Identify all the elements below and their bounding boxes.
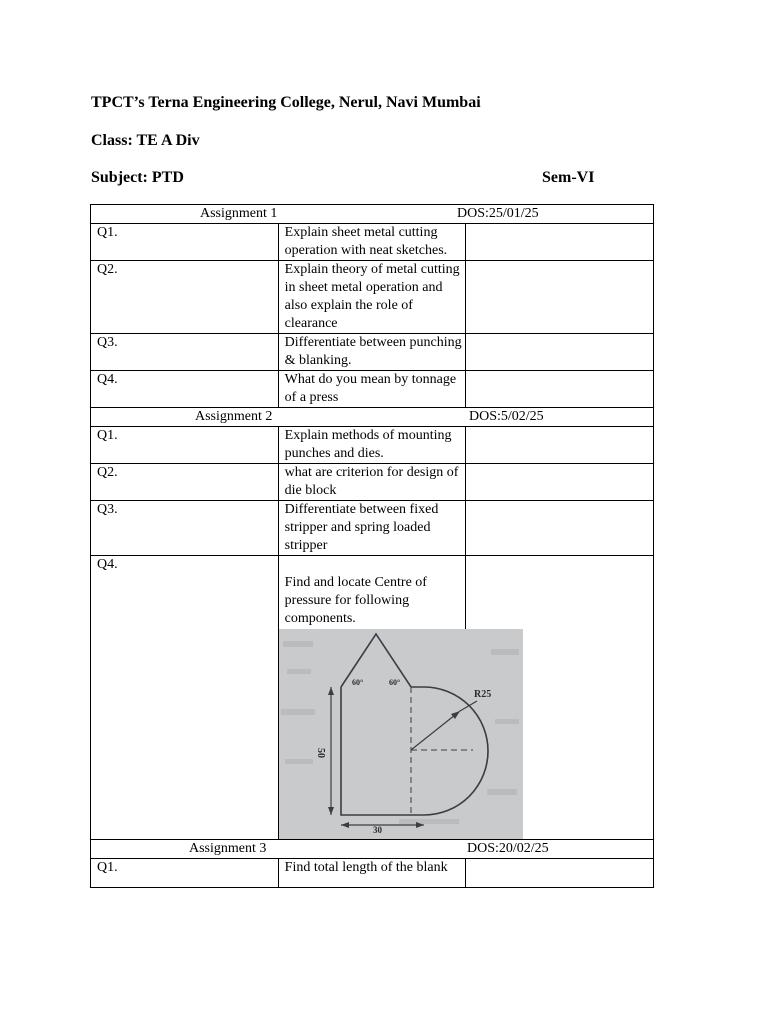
assignment-3-dos: DOS:20/02/25 <box>467 841 549 856</box>
question-text: Differentiate between punching & blanking. <box>278 334 466 371</box>
table-row <box>91 501 654 556</box>
question-number: Q2. <box>91 464 279 501</box>
question-number: Q4. <box>91 371 279 408</box>
blank-cell <box>466 464 654 501</box>
question-text: Find and locate Centre of pressure for following components. <box>284 575 427 626</box>
question-text: Find total length of the blank <box>278 859 466 888</box>
blank-cell <box>466 501 654 556</box>
question-cell <box>278 556 491 840</box>
blank-cell <box>466 427 654 464</box>
question-number: Q3. <box>91 334 279 371</box>
assignment-1-title: Assignment 1 <box>200 206 278 221</box>
assignments-table <box>90 204 654 888</box>
assignment-3-header <box>91 840 654 859</box>
width-dimension-label: 30 <box>372 825 382 835</box>
table-row <box>91 859 654 888</box>
blank-cell <box>466 371 654 408</box>
component-figure <box>279 629 523 839</box>
question-text: What do you mean by tonnage of a press <box>278 371 466 408</box>
table-row <box>91 261 654 334</box>
question-text: Explain methods of mounting punches and dies. <box>278 427 466 464</box>
assignment-2-header <box>91 408 654 427</box>
table-row <box>91 371 654 408</box>
table-row <box>91 556 654 840</box>
question-number: Q1. <box>91 224 279 261</box>
blank-cell <box>466 224 654 261</box>
question-text: Explain sheet metal cutting operation with neat sketches. <box>278 224 466 261</box>
assignment-2-title: Assignment 2 <box>195 409 273 424</box>
subject-line: Subject: PTD <box>91 169 184 186</box>
angle-right-label: 60° <box>388 678 400 687</box>
assignment-1-header <box>91 205 654 224</box>
question-number: Q3. <box>91 501 279 556</box>
blank-cell <box>466 334 654 371</box>
radius-label: R25 <box>473 689 491 700</box>
question-number: Q1. <box>91 427 279 464</box>
assignment-2-dos: DOS:5/02/25 <box>469 409 544 424</box>
question-number: Q1. <box>91 859 279 888</box>
table-row <box>91 464 654 501</box>
table-row <box>91 224 654 261</box>
semester-label: Sem-VI <box>542 169 595 186</box>
question-text: Explain theory of metal cutting in sheet metal operation and also explain the role of clearance <box>278 261 466 334</box>
blank-cell <box>466 859 654 888</box>
question-number: Q4. <box>91 556 279 840</box>
question-text: Differentiate between fixed stripper and spring loaded stripper <box>278 501 466 556</box>
college-name: TPCT’s Terna Engineering College, Nerul, Navi Mumbai <box>91 94 481 111</box>
angle-left-label: 60° <box>351 678 363 687</box>
question-text: what are criterion for design of die block <box>278 464 466 501</box>
height-dimension-label: 50 <box>314 748 326 758</box>
table-row <box>91 427 654 464</box>
class-line: Class: TE A Div <box>91 132 200 149</box>
table-row <box>91 334 654 371</box>
question-number: Q2. <box>91 261 279 334</box>
assignment-3-title: Assignment 3 <box>189 841 267 856</box>
blank-cell <box>466 261 654 334</box>
assignment-1-dos: DOS:25/01/25 <box>457 206 539 221</box>
